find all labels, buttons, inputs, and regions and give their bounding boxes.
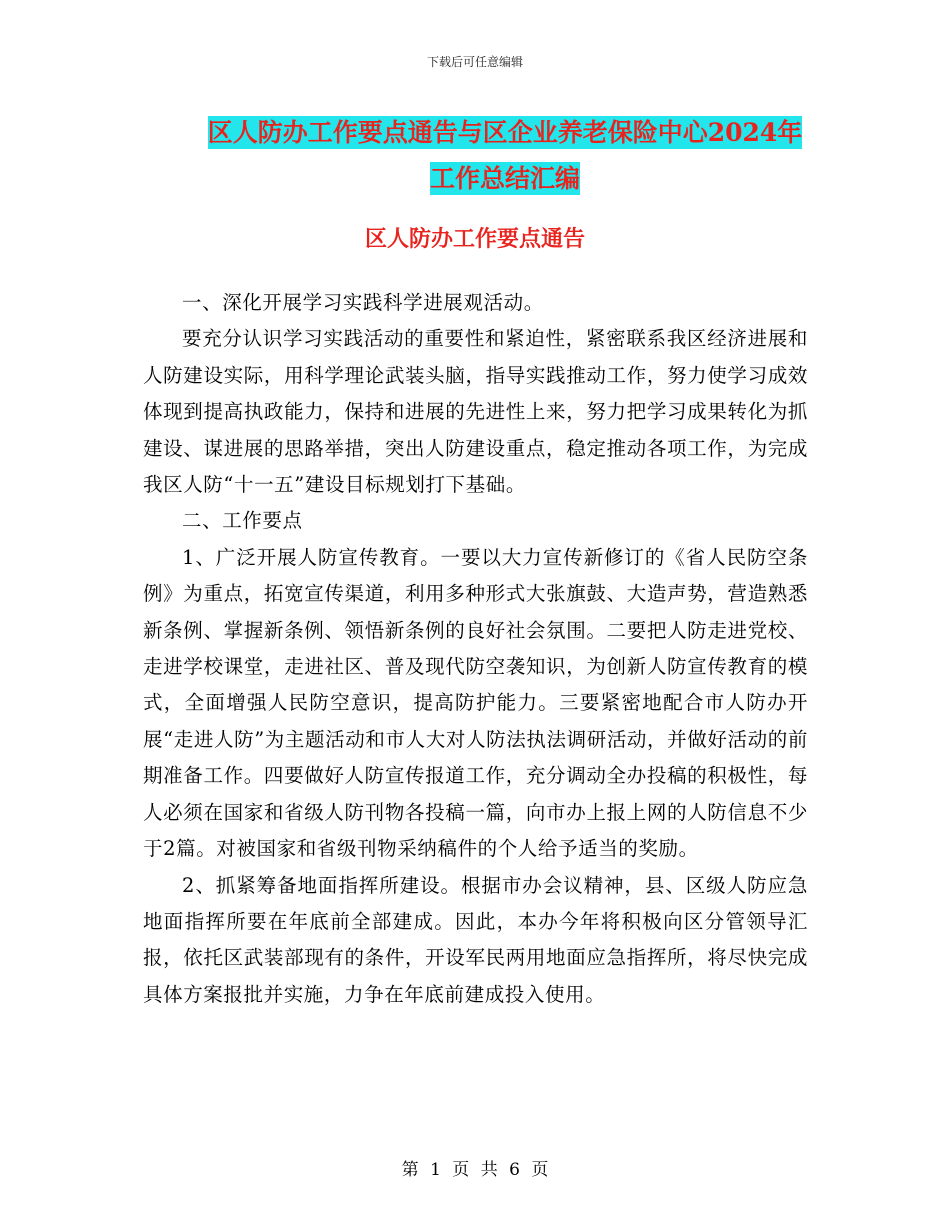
document-title-line-1: 区人防办工作要点通告与区企业养老保险中心2024年: [207, 118, 803, 147]
page-number: 第 1 页 共 6 页: [401, 1160, 549, 1180]
document-title: [120, 110, 890, 202]
paragraph-heading-1: 一、深化开展学习实践科学进展观活动。: [182, 291, 544, 314]
header-note: 下载后可任意编辑: [426, 55, 523, 69]
section-title: 区人防办工作要点通告: [364, 226, 585, 252]
paragraph-heading-2: 二、工作要点: [182, 509, 303, 533]
document-title-line-2: 工作总结汇编: [429, 164, 580, 193]
paragraph: 1、广泛开展人防宣传教育。一要以大力宣传新修订的《省人民防空条例》为重点，拓宽宣传渠道，利用多种形式大张旗鼓、大造声势，营造熟悉新条例、掌握新条例、领悟新条例的良好社会氛围。二要把人防走进党校、走进学校课堂，走进社区、普及现代防空袭知识，为创新人防宣传教育的模式，全面增强人民防空意识，提高防护能力。三要紧密地配合市人防办开展“走进人防”为主题活动和市人大对人防法执法调研活动，并做好活动的前期准备工作。四要做好人防宣传报道工作，充分调动全办投稿的积极性，每人必须在国家和省级人防刊物各投稿一篇，向市办上报上网的人防信息不少于2篇。对被国家和省级刊物采纳稿件的个人给予适当的奖励。: [143, 545, 808, 861]
document-body: [143, 285, 808, 1013]
paragraph: 要充分认识学习实践活动的重要性和紧迫性，紧密联系我区经济进展和人防建设实际，用科学理论武装头脑，指导实践推动工作，努力使学习成效体现到提高执政能力，保持和进展的先进性上来，努力把学习成果转化为抓建设、谋进展的思路举措，突出人防建设重点，稳定推动各项工作，为完成我区人防“十一五”建设目标规划打下基础。: [143, 327, 808, 497]
paragraph: 2、抓紧筹备地面指挥所建设。根据市办会议精神，县、区级人防应急地面指挥所要在年底前全部建成。因此，本办今年将积极向区分管领导汇报，依托区武装部现有的条件，开设军民两用地面应急指挥所，将尽快完成具体方案报批并实施，力争在年底前建成投入使用。: [143, 873, 808, 1006]
